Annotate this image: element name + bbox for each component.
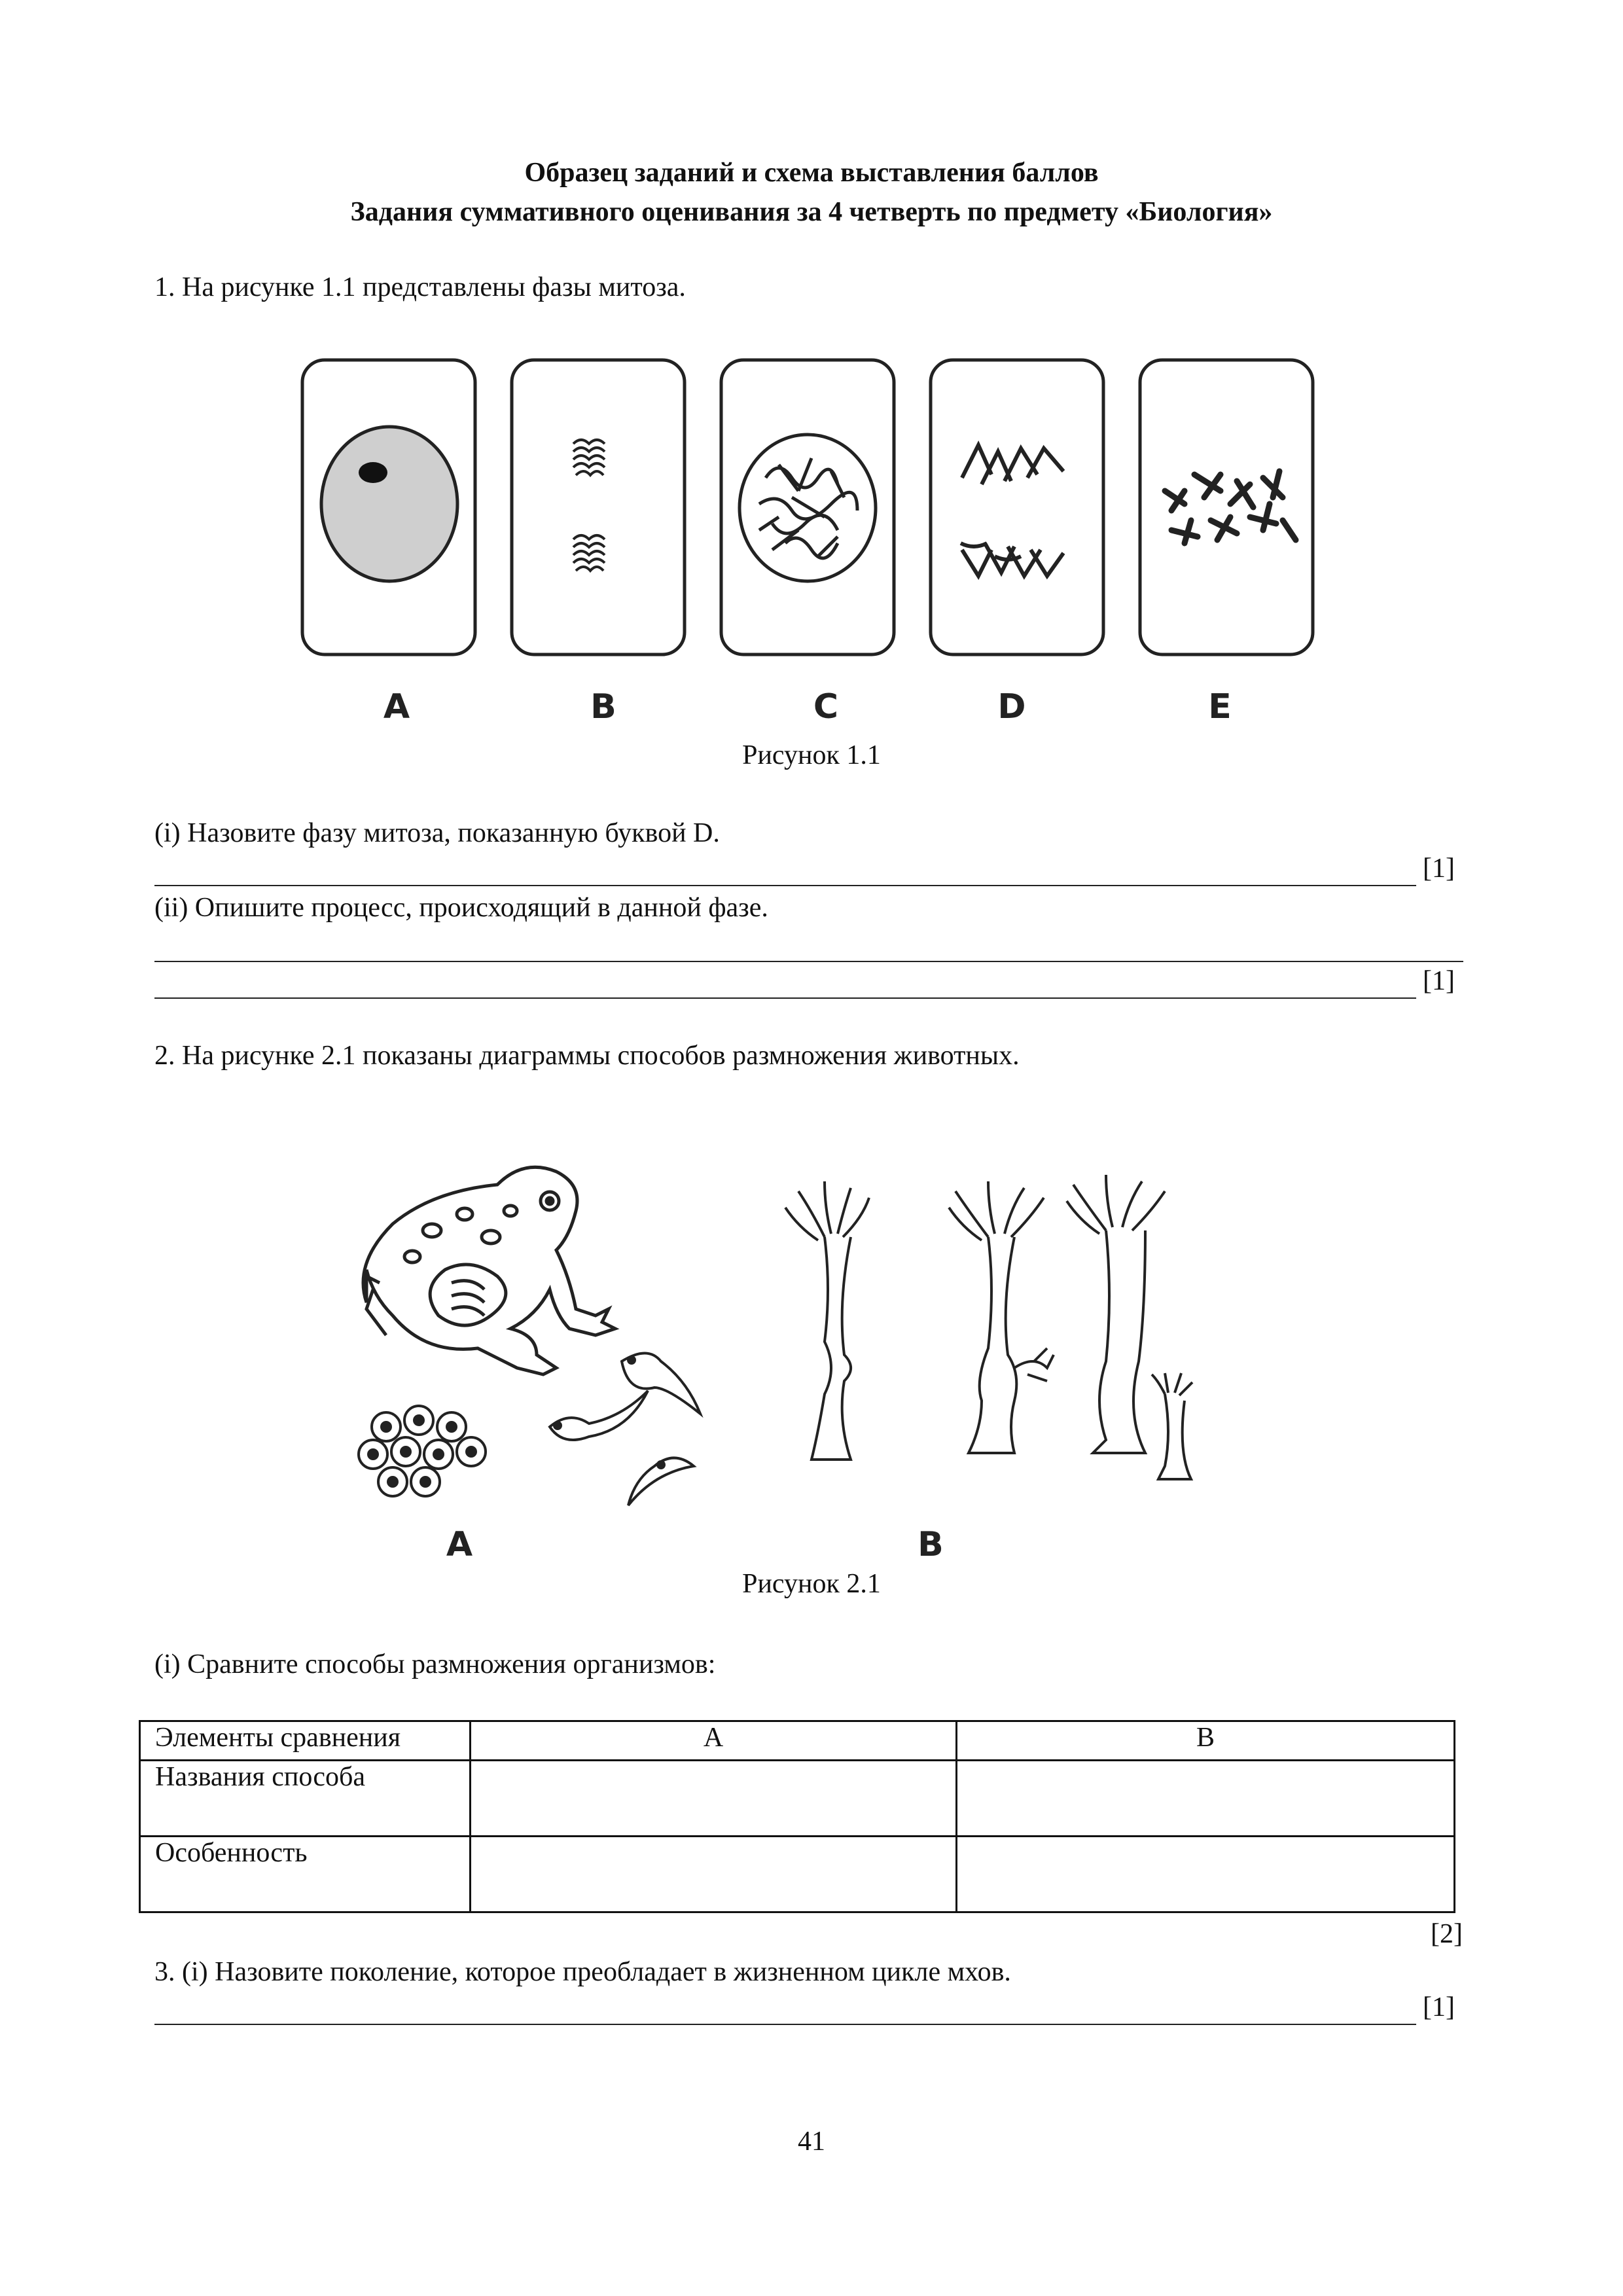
page-number: 41 <box>798 2126 825 2157</box>
figure-2-caption: Рисунок 2.1 <box>742 1569 881 1599</box>
mark-2: [2] <box>1431 1919 1463 1949</box>
hydra-illustration <box>785 1175 1192 1479</box>
figure-1-label-c: C <box>813 687 839 726</box>
table-header-b: B <box>957 1721 1455 1761</box>
question-2-i-text: (i) Сравните способы размножения организмов: <box>154 1649 716 1679</box>
table-row <box>140 1761 1455 1837</box>
cell-b-telophase <box>512 360 685 655</box>
mark-1-i: [1] <box>1423 853 1455 884</box>
question-2-text: 2. На рисунке 2.1 показаны диаграммы способов размножения животных. <box>154 1041 1020 1071</box>
figure-1-caption: Рисунок 1.1 <box>742 740 881 770</box>
figure-2-label-b: B <box>918 1525 944 1564</box>
answer-line-1-ii-b[interactable] <box>154 997 1416 999</box>
table-header-a: A <box>471 1721 957 1761</box>
mark-1-ii: [1] <box>1423 966 1455 996</box>
figure-2-label-a: A <box>446 1525 473 1564</box>
table-header-row <box>140 1721 1455 1761</box>
figure-1-label-e: E <box>1208 687 1232 726</box>
answer-line-1-ii-a[interactable] <box>154 961 1463 962</box>
answer-line-1-i[interactable] <box>154 885 1416 886</box>
question-1-i-text: (i) Назовите фазу митоза, показанную буквой D. <box>154 818 720 848</box>
cell-c-prophase <box>721 360 894 655</box>
table-header-elements: Элементы сравнения <box>140 1721 471 1761</box>
question-3-text: 3. (i) Назовите поколение, которое преобладает в жизненном цикле мхов. <box>154 1957 1011 1987</box>
figure-1-label-a: A <box>383 687 410 726</box>
figure-1-label-d: D <box>997 687 1026 726</box>
mitosis-figure <box>288 347 1335 661</box>
title-line-1: Образец заданий и схема выставления баллов <box>524 158 1099 188</box>
tadpoles <box>550 1354 700 1506</box>
figure-1-label-b: B <box>590 687 616 726</box>
comparison-table <box>139 1720 1455 1913</box>
mark-3: [1] <box>1423 1992 1455 2022</box>
table-row <box>140 1837 1455 1912</box>
cell-e-prometaphase <box>1140 360 1313 655</box>
table-row-label-method: Названия способа <box>140 1761 471 1837</box>
table-row-label-feature: Особенность <box>140 1837 471 1912</box>
table-cell-method-a[interactable] <box>471 1761 957 1837</box>
frog-eggs <box>359 1406 486 1496</box>
reproduction-figure <box>353 1152 1270 1532</box>
cell-d-anaphase <box>931 360 1103 655</box>
title-line-2: Задания суммативного оценивания за 4 четверть по предмету «Биология» <box>350 197 1273 227</box>
answer-line-3[interactable] <box>154 2024 1416 2025</box>
frog-illustration <box>363 1167 615 1374</box>
table-cell-method-b[interactable] <box>957 1761 1455 1837</box>
table-cell-feature-b[interactable] <box>957 1837 1455 1912</box>
cell-a-interphase <box>302 360 475 655</box>
question-1-ii-text: (ii) Опишите процесс, происходящий в данной фазе. <box>154 893 768 923</box>
question-1-text: 1. На рисунке 1.1 представлены фазы митоза. <box>154 272 686 302</box>
table-cell-feature-a[interactable] <box>471 1837 957 1912</box>
